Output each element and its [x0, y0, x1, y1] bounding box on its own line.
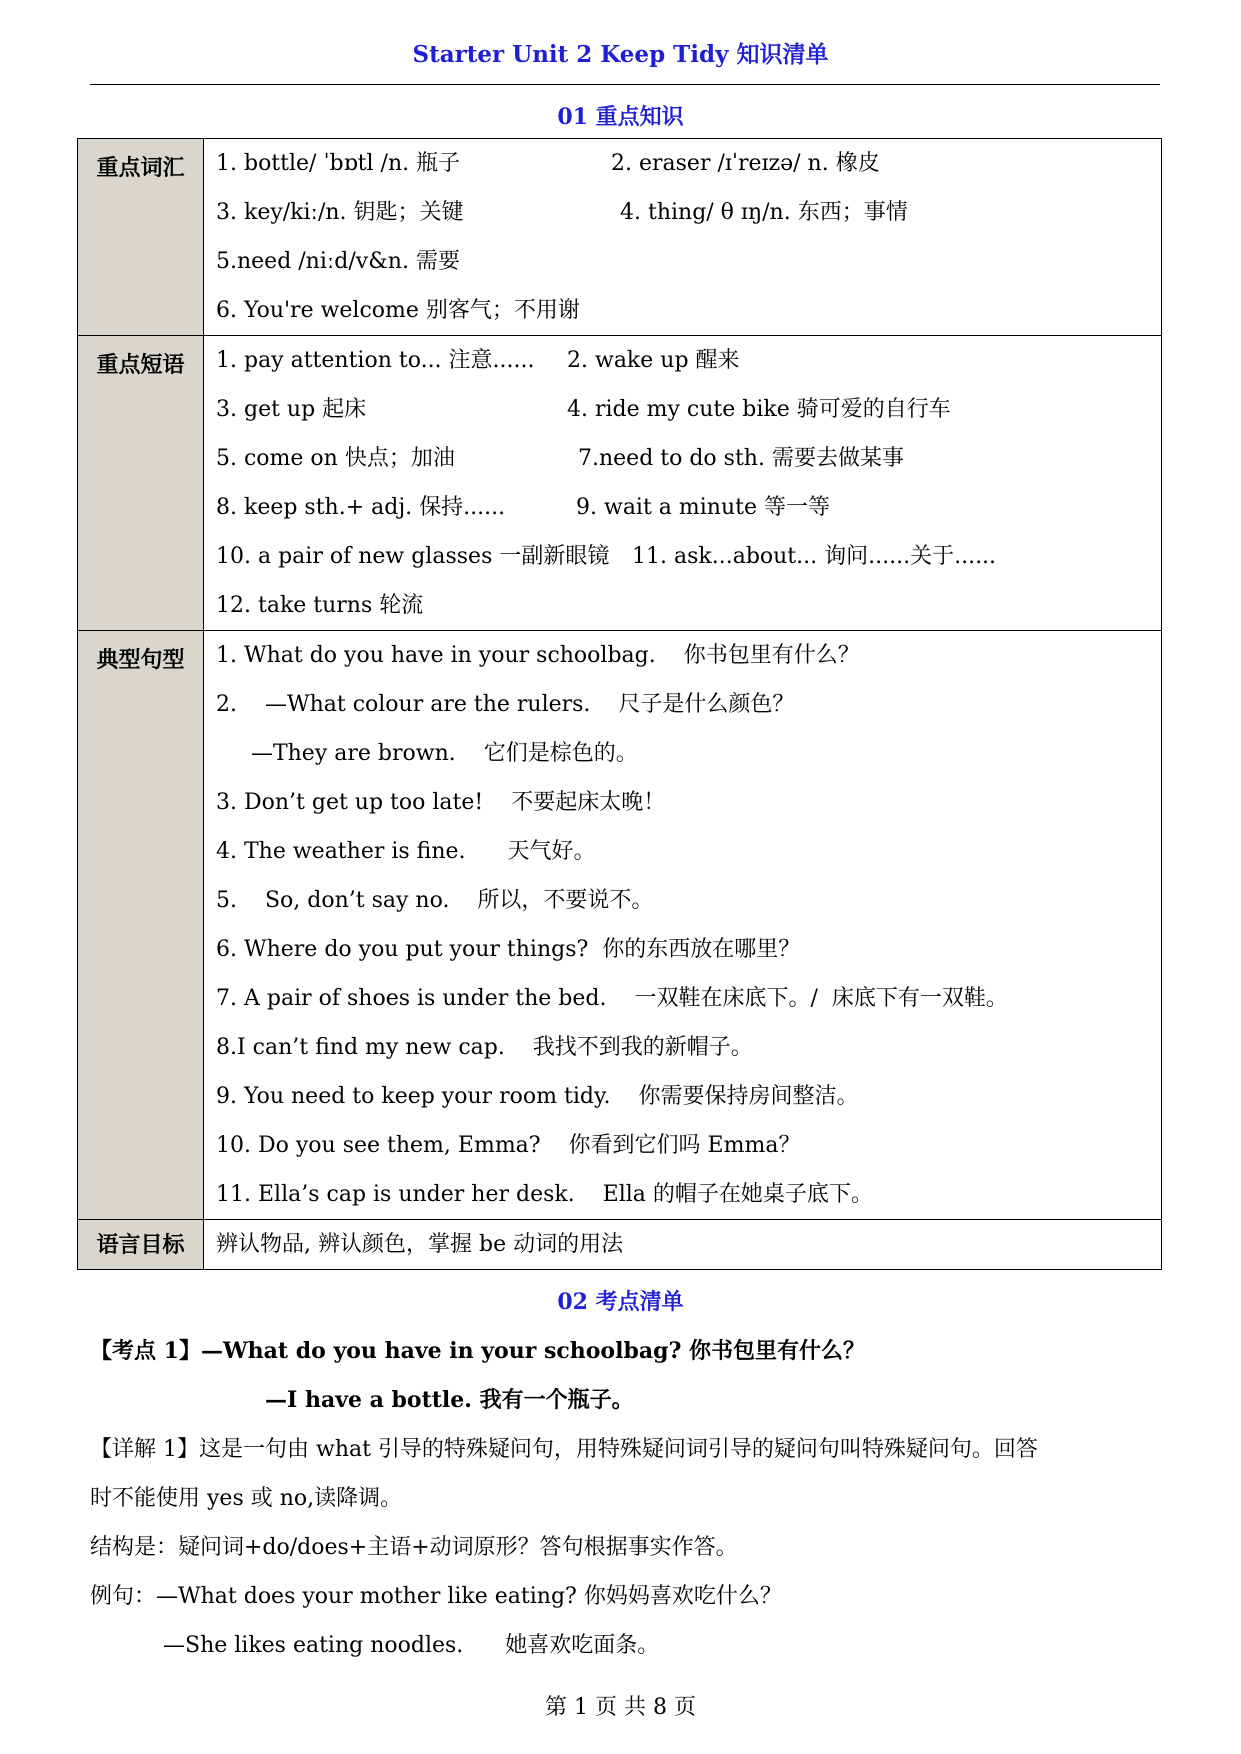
phrase-item: 12. take turns 轮流 [216, 593, 424, 618]
sentence-line [216, 631, 1161, 680]
sentence-line [216, 876, 1161, 925]
sentence-text: 10. Do you see them, Emma? 你看到它们吗 Emma？ [216, 1133, 801, 1158]
section-heading-exam-points: 02 考点清单 [557, 1289, 684, 1315]
phrase-line [216, 385, 1161, 434]
section-heading-key-knowledge: 01 重点知识 [557, 104, 684, 130]
vocab-item-eraser: 2. eraser /ɪˈreɪzə/ n. 橡皮 [611, 151, 880, 176]
sentence-line [216, 1121, 1161, 1170]
phrase-item: 2. wake up 醒来 [567, 348, 740, 373]
phrase-line [216, 336, 1161, 385]
sentence-text: 5. So, don’t say no. 所以，不要说不。 [216, 888, 654, 913]
phrase-item: 5. come on 快点；加油 [216, 446, 455, 471]
sentence-line [216, 925, 1161, 974]
sentence-line [216, 778, 1161, 827]
vocab-line [216, 188, 1161, 237]
sentences-row [78, 631, 1162, 1220]
page-footer: 第 1 页 共 8 页 [545, 1695, 696, 1720]
goal-content [204, 1220, 1162, 1270]
sentence-text: 11. Ella’s cap is under her desk. Ella 的帽子在她桌子底下。 [216, 1182, 873, 1207]
phrase-item: 11. ask...about... 询问......关于...... [632, 544, 997, 569]
sentence-line [216, 974, 1161, 1023]
vocab-row [78, 139, 1162, 336]
goal-line [216, 1220, 1161, 1269]
sentence-line [216, 729, 1161, 778]
goal-text: 辨认物品, 辨认颜色，掌握 be 动词的用法 [216, 1232, 624, 1257]
vocab-item-bottle: 1. bottle/ ˈbɒtl /n. 瓶子 [216, 151, 461, 176]
goal-row [78, 1220, 1162, 1270]
phrase-line [216, 483, 1161, 532]
exam-point-1-answer: —I have a bottle. 我有一个瓶子。 [265, 1387, 634, 1413]
vocab-item-need: 5.need /niːd/v&n. 需要 [216, 249, 460, 274]
phrase-item: 4. ride my cute bike 骑可爱的自行车 [567, 397, 951, 422]
sentence-text: 4. The weather is fine. 天气好。 [216, 839, 596, 864]
example-answer: —She likes eating noodles. 她喜欢吃面条。 [163, 1633, 660, 1658]
example-question: 例句：—What does your mother like eating? 你妈妈喜欢吃什么？ [90, 1584, 782, 1609]
vocab-line [216, 139, 1161, 188]
sentences-label: 典型句型 [78, 631, 204, 1220]
vocab-item-thing: 4. thing/ θ ɪŋ/n. 东西；事情 [620, 200, 908, 225]
sentence-line [216, 1170, 1161, 1219]
exam-point-1-question: 【考点 1】—What do you have in your schoolbag? 你书包里有什么？ [90, 1338, 866, 1364]
sentence-text: 8.I can’t find my new cap. 我找不到我的新帽子。 [216, 1035, 753, 1060]
vocab-line [216, 237, 1161, 286]
sentence-text: 7. A pair of shoes is under the bed. 一双鞋在床底下。/ 床底下有一双鞋。 [216, 986, 1008, 1011]
vocab-line [216, 286, 1161, 335]
phrase-line [216, 434, 1161, 483]
vocab-label: 重点词汇 [78, 139, 204, 336]
phrases-row [78, 336, 1162, 631]
phrases-content [204, 336, 1162, 631]
sentence-text: 1. What do you have in your schoolbag. 你书包里有什么？ [216, 643, 860, 668]
phrase-line [216, 581, 1161, 630]
phrase-item: 10. a pair of new glasses 一副新眼镜 [216, 544, 610, 569]
vocab-item-key: 3. key/kiː/n. 钥匙；关键 [216, 200, 464, 225]
phrase-item: 7.need to do sth. 需要去做某事 [578, 446, 904, 471]
phrases-label: 重点短语 [78, 336, 204, 631]
vocab-content [204, 139, 1162, 336]
explanation-1-line-2: 时不能使用 yes 或 no,读降调。 [90, 1486, 403, 1511]
page-title: Starter Unit 2 Keep Tidy 知识清单 [412, 41, 829, 68]
phrase-item: 3. get up 起床 [216, 397, 367, 422]
title-divider [90, 84, 1160, 85]
sentence-line [216, 680, 1161, 729]
knowledge-table [77, 138, 1162, 1270]
phrase-line [216, 532, 1161, 581]
phrase-item: 8. keep sth.+ adj. 保持...... [216, 495, 506, 520]
sentence-text: 6. Where do you put your things? 你的东西放在哪里？ [216, 937, 801, 962]
phrase-item: 1. pay attention to... 注意...... [216, 348, 535, 373]
sentence-line [216, 1072, 1161, 1121]
sentence-text: —They are brown. 它们是棕色的。 [216, 741, 638, 766]
explanation-1-line-1: 【详解 1】这是一句由 what 引导的特殊疑问句，用特殊疑问词引导的疑问句叫特殊疑问句。回答 [90, 1437, 1038, 1462]
sentence-line [216, 1023, 1161, 1072]
structure-text: 结构是：疑问词+do/does+主语+动词原形？答句根据事实作答。 [90, 1535, 738, 1560]
sentence-text: 3. Don’t get up too late! 不要起床太晚！ [216, 790, 666, 815]
phrase-item: 9. wait a minute 等一等 [576, 495, 830, 520]
goal-label: 语言目标 [78, 1220, 204, 1270]
sentence-text: 2. —What colour are the rulers. 尺子是什么颜色？ [216, 692, 795, 717]
vocab-item-welcome: 6. You're welcome 别客气；不用谢 [216, 298, 580, 323]
sentence-line [216, 827, 1161, 876]
sentence-text: 9. You need to keep your room tidy. 你需要保持房间整洁。 [216, 1084, 859, 1109]
sentences-content [204, 631, 1162, 1220]
